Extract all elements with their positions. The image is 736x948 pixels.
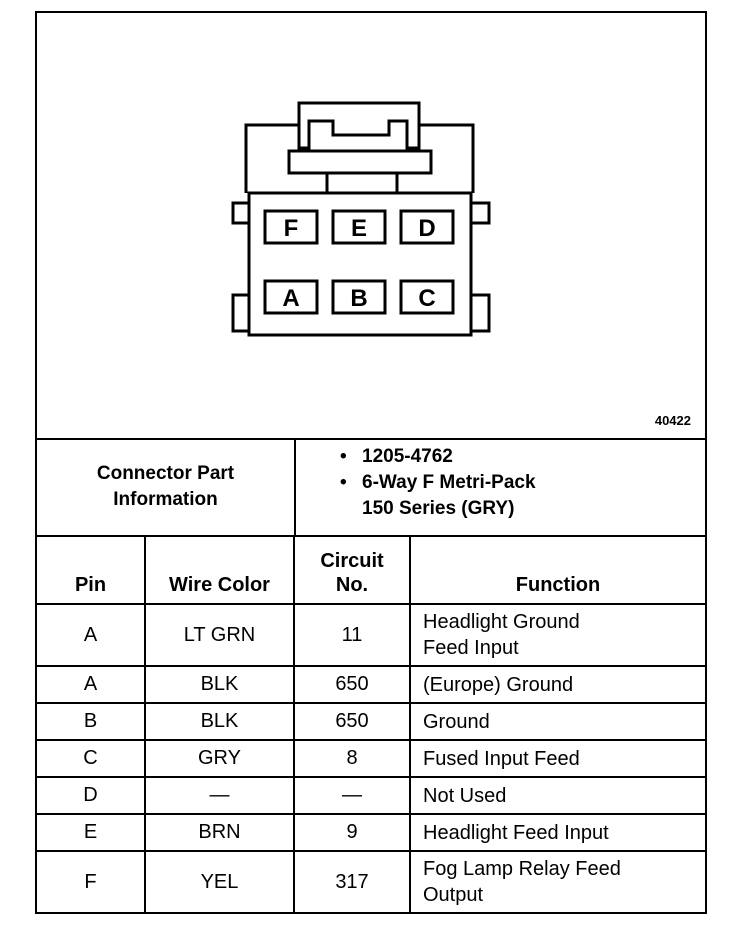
header-circuit-line: Circuit: [320, 550, 384, 572]
heading-line: Connector Part: [96, 462, 235, 484]
left-tab-top: [233, 203, 249, 223]
cell-wire-color: GRY: [145, 740, 294, 777]
cell-pin: A: [37, 666, 145, 703]
cavity-label: C: [418, 285, 436, 312]
connector-sheet: [35, 11, 707, 914]
cell-function: (Europe) Ground: [410, 666, 705, 703]
cell-circuit: —: [294, 777, 410, 814]
connector-description-cont: 150 Series (GRY): [362, 498, 515, 519]
cell-pin: A: [37, 604, 145, 666]
pin-table: [37, 535, 705, 912]
cavity-label: D: [418, 215, 436, 242]
table-row: [37, 604, 705, 666]
connector-description: • 6-Way F Metri-Pack: [296, 470, 705, 496]
connector-info-heading: [37, 438, 296, 535]
cell-wire-color: —: [145, 777, 294, 814]
cell-pin: C: [37, 740, 145, 777]
cell-wire-color: LT GRN: [145, 604, 294, 666]
connector-info-details: [296, 438, 705, 541]
cell-circuit: 650: [294, 666, 410, 703]
cell-pin: B: [37, 703, 145, 740]
part-number: • 1205-4762: [296, 444, 705, 470]
table-row: [37, 851, 705, 912]
function-line: Fog Lamp Relay Feed: [423, 858, 621, 880]
cell-circuit: 11: [294, 604, 410, 666]
latch-inner: [299, 121, 419, 148]
cavity-label: A: [282, 285, 300, 312]
function-line: Headlight Ground: [423, 611, 580, 633]
table-row: [37, 703, 705, 740]
table-row: [37, 666, 705, 703]
cell-function: Fused Input Feed: [410, 740, 705, 777]
cell-function: Ground: [410, 703, 705, 740]
cavity-label: F: [283, 215, 299, 242]
cell-function: [410, 604, 705, 666]
header-function: Function: [410, 535, 705, 604]
cell-wire-color: BRN: [145, 814, 294, 851]
table-row: [37, 740, 705, 777]
cell-circuit: 317: [294, 851, 410, 912]
header-circuit-line: No.: [335, 574, 369, 596]
function-line: Feed Input: [423, 637, 519, 659]
function-line: Output: [423, 884, 484, 906]
connector-info: [37, 438, 705, 537]
connector-figure: [37, 13, 705, 440]
cell-wire-color: BLK: [145, 666, 294, 703]
header-wire-color: Wire Color: [145, 535, 294, 604]
cell-circuit: 9: [294, 814, 410, 851]
right-tab-bottom: [471, 295, 489, 331]
cell-function: [410, 851, 705, 912]
header-circuit: [294, 535, 410, 604]
cell-pin: F: [37, 851, 145, 912]
heading-line: Information: [113, 488, 218, 510]
connector-face-drawing: [37, 13, 705, 438]
cell-circuit: 8: [294, 740, 410, 777]
cell-wire-color: BLK: [145, 703, 294, 740]
cavity-label: E: [350, 215, 368, 242]
table-header-row: [37, 535, 705, 604]
header-pin: Pin: [37, 535, 145, 604]
housing-outline: [246, 103, 473, 193]
left-tab-bottom: [233, 295, 249, 331]
table-row: [37, 777, 705, 814]
cell-function: Headlight Feed Input: [410, 814, 705, 851]
table-row: [37, 814, 705, 851]
cell-circuit: 650: [294, 703, 410, 740]
cell-function: Not Used: [410, 777, 705, 814]
cell-wire-color: YEL: [145, 851, 294, 912]
cavity-label: B: [350, 285, 368, 312]
right-tab-top: [471, 203, 489, 223]
figure-id: 40422: [654, 413, 691, 428]
cell-pin: D: [37, 777, 145, 814]
cell-pin: E: [37, 814, 145, 851]
latch-bar: [289, 151, 431, 173]
